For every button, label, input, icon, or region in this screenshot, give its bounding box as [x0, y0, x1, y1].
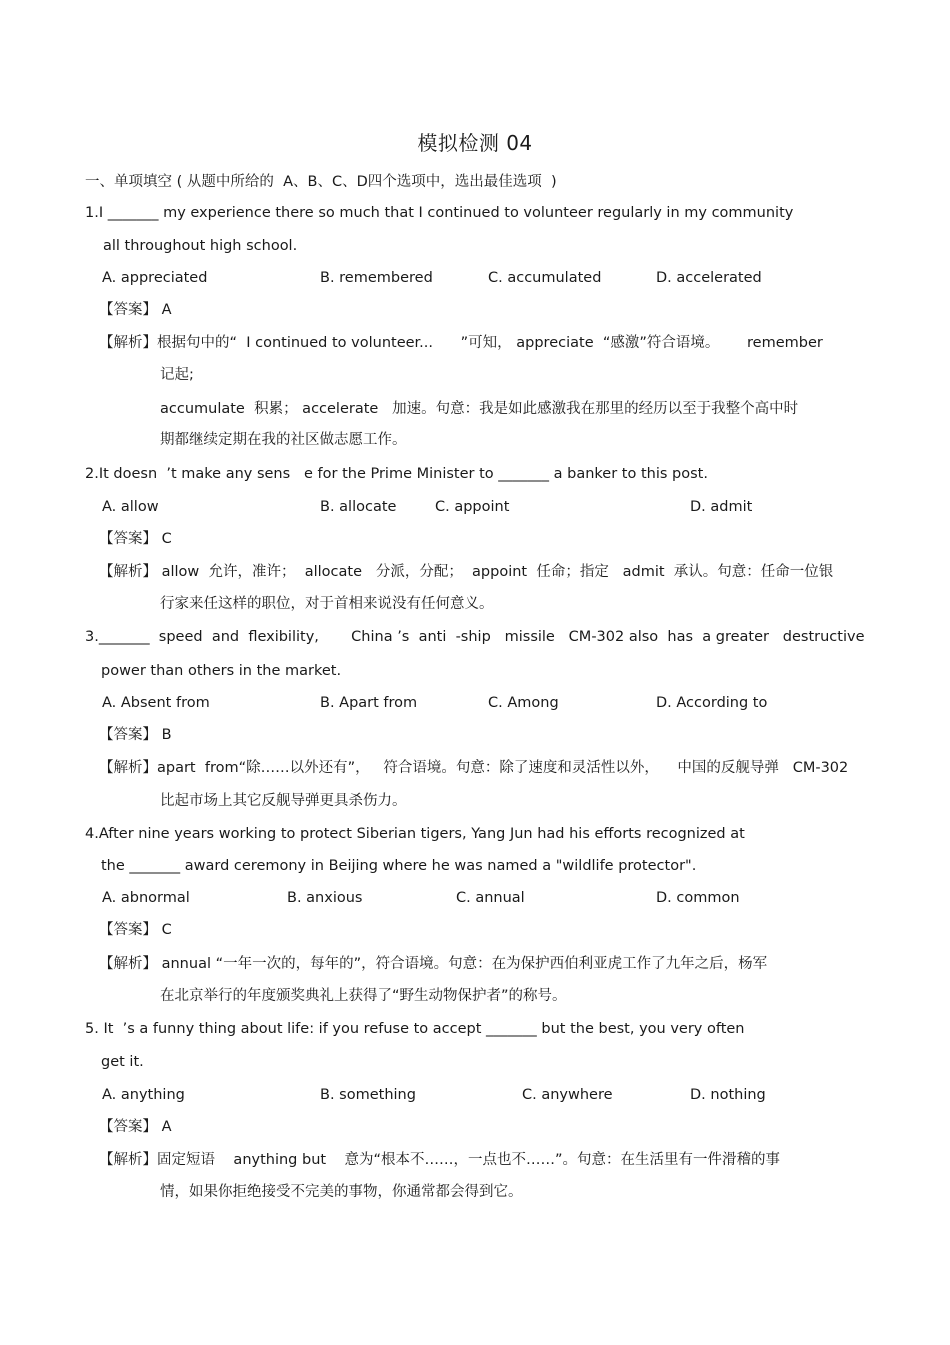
q2-option-b: B. allocate: [320, 499, 397, 515]
q1-option-a: A. appreciated: [102, 270, 208, 286]
q3-option-b: B. Apart from: [320, 695, 418, 711]
q2-answer: 【答案】 C: [99, 531, 172, 547]
q4-stem-line-2: the _______ award ceremony in Beijing where he was named a "wildlife protector".: [101, 858, 697, 874]
q5-option-d: D. nothing: [690, 1087, 766, 1103]
q5-analysis-line-2: 情，如果你拒绝接受不完美的事物，你通常都会得到它。: [160, 1184, 523, 1200]
q4-analysis-line-1: 【解析】 annual “一年一次的，每年的”，符合语境。句意：在为保护西伯利亚虎工作了九年之后，杨军: [99, 956, 768, 972]
q3-answer: 【答案】 B: [99, 727, 172, 743]
q5-answer: 【答案】 A: [99, 1119, 172, 1135]
q4-stem-line-1: 4.After nine years working to protect Siberian tigers, Yang Jun had his efforts recognized at: [85, 826, 745, 842]
q5-option-a: A. anything: [102, 1087, 185, 1103]
q3-option-d: D. According to: [656, 695, 768, 711]
q3-option-c: C. Among: [488, 695, 559, 711]
q3-stem-line-2: power than others in the market.: [101, 663, 342, 679]
q1-analysis-line-2: 记起;: [160, 367, 194, 383]
q3-option-a: A. Absent from: [102, 695, 210, 711]
q5-option-b: B. something: [320, 1087, 416, 1103]
q1-answer: 【答案】 A: [99, 302, 172, 318]
q5-analysis-line-1: 【解析】固定短语 anything but 意为“根本不……，一点也不……”。句意：在生活里有一件滑稽的事: [99, 1152, 781, 1168]
q5-option-c: C. anywhere: [522, 1087, 613, 1103]
q2-option-c: C. appoint: [435, 499, 510, 515]
q1-analysis-line-1: 【解析】根据句中的“ I continued to volunteer... ”可知， appreciate “感激”符合语境。 remember: [99, 335, 823, 351]
q1-option-d: D. accelerated: [656, 270, 762, 286]
q2-analysis-line-1: 【解析】 allow 允许，准许； allocate 分派，分配； appoint 任命；指定 admit 承认。句意：任命一位银: [99, 564, 834, 580]
q1-option-c: C. accumulated: [488, 270, 602, 286]
q3-analysis-line-1: 【解析】apart from“除……以外还有”， 符合语境。句意：除了速度和灵活性以外， 中国的反舰导弹 CM-302: [99, 760, 849, 776]
q1-stem-line-2: all throughout high school.: [103, 238, 298, 254]
q1-analysis-line-3: accumulate 积累； accelerate 加速。句意：我是如此感激我在那里的经历以至于我整个高中时: [160, 401, 799, 417]
q3-stem-line-1: 3._______ speed and flexibility, China ’s anti -ship missile CM-302 also has a greater destructive: [85, 629, 865, 645]
q5-stem-line-2: get it.: [101, 1054, 144, 1070]
q1-option-b: B. remembered: [320, 270, 433, 286]
q4-option-c: C. annual: [456, 890, 525, 906]
q1-stem-line-1: 1.I _______ my experience there so much that I continued to volunteer regularly in my community: [85, 205, 794, 221]
q4-option-a: A. abnormal: [102, 890, 190, 906]
q4-analysis-line-2: 在北京举行的年度颁奖典礼上获得了“野生动物保护者”的称号。: [160, 988, 567, 1004]
q4-option-d: D. common: [656, 890, 740, 906]
q2-stem-line-1: 2.It doesn ’t make any sens e for the Prime Minister to _______ a banker to this post.: [85, 466, 708, 482]
q5-stem-line-1: 5. It ’s a funny thing about life: if you refuse to accept _______ but the best, you very often: [85, 1021, 745, 1037]
q2-option-a: A. allow: [102, 499, 159, 515]
section-heading: 一、单项填空 ( 从题中所给的 A、B、C、D四个选项中，选出最佳选项 ): [85, 174, 557, 190]
q4-answer: 【答案】 C: [99, 922, 172, 938]
q2-option-d: D. admit: [690, 499, 753, 515]
q1-analysis-line-4: 期都继续定期在我的社区做志愿工作。: [160, 432, 407, 448]
q4-option-b: B. anxious: [287, 890, 363, 906]
q3-analysis-line-2: 比起市场上其它反舰导弹更具杀伤力。: [160, 793, 407, 809]
q2-analysis-line-2: 行家来任这样的职位，对于首相来说没有任何意义。: [160, 596, 494, 612]
page-title: 模拟检测 04: [417, 131, 533, 155]
